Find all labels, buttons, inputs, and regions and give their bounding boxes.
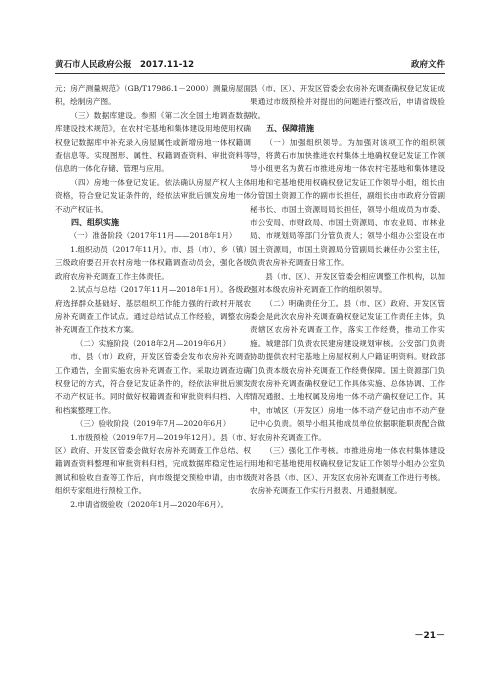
section-title: 政府文件	[410, 60, 445, 70]
paragraph: （三）强化工作考核。市推进房地一体农村集体建设用地和宅基地使用权确权登记发证工作领导小组办公室负责对各县（市、区）、开发区农房补充调查工作进行考核。农房补充调查工作实行月报表、月通报制度。	[250, 445, 445, 496]
section-heading: 四、组织实施	[71, 218, 119, 228]
paragraph: （四）房地一体登记发证。依法确认房屋产权人主体资格，符合登记发证条件的，经依法审批后颁发房地一体不动产权证书。	[55, 177, 251, 214]
paragraph: 元；房产测量规范》（GB/T17986.1－2000）测量房屋面积，绘制房产图。	[55, 84, 251, 107]
paragraph: 县（市、区）、开发区管委会相应调整工作机构，以加强对本级农房补充调查工作的组织领导。	[250, 271, 445, 295]
paragraph: 县（市、区）、开发区管委会农房补充调查确权登记发证成果通过市级预检并对提出的问题进行整改后，申请省级验收。	[250, 84, 445, 120]
left-column	[55, 82, 251, 511]
paragraph: 2.试点与总结（2017年11月—2018年1月）。各级政府选择群众基础好、基层组织工作能力强的行政村开展农房补充调查工作试点。通过总结试点工作经验，调整农房补充调查工作技术方案。	[55, 285, 251, 335]
paragraph: （三）数据库建设。参照《第二次全国土地调查数据库建设技术规范》，在农村宅基地和集体建设用地使用权确权登记数据库中补充录入房屋属性或新增房地一体权籍调查信息等。实现图形、属性、权籍调查资料、审批资料等信息的一体化存储、管理与应用。	[55, 110, 251, 174]
page-number: －21－	[414, 631, 445, 641]
right-column	[250, 82, 445, 498]
paragraph: 2.申请省级验收（2020年1月—2020年6月）。	[70, 499, 229, 509]
paragraph: 1.市级预检（2019年7月—2019年12月）。县（市、区）政府、开发区管委会做好农房补充调查工作总结、权籍调查资料整理和审批资料归档，完成数据库稳定性运行测试和验收自查等工作后，向市级提交预检申请，由市级组织专家组进行预检工作。	[55, 432, 251, 496]
page-header	[55, 58, 445, 72]
stage-heading: （二）实施阶段（2018年2月—2019年6月）	[75, 338, 231, 348]
stage-heading: （一）准备阶段（2017年11月——2018年1月）	[69, 231, 237, 241]
paragraph: 1.组织动员（2017年11月）。市、县（市）、乡（镇）三级政府要召开农村房地一体权籍调查动员会，强化各级政府农房补充调查工作主体责任。	[55, 244, 251, 281]
header-divider	[55, 73, 445, 74]
section-heading: 五、保障措施	[266, 124, 314, 134]
paragraph: （一）加强组织领导。为加强对该项工作的组织领导，将黄石市加快推进农村集体土地确权登记发证工作领导小组更名为黄石市推进房地一体农村宅基地和集体建设用地和宅基地使用权确权登记发证工作领导小组，组长由分管国土资源工作的副市长担任，副组长由市政府分管副秘书长、市国土资源局局长担任，领导小组成员为市委、市公安局、市财政局、市国土资源局、市农业局、市林业局、市规划局等部门分管负责人；领导小组办公室设在市国土资源局，市国土资源局分管副局长兼任办公室主任，负责农房补充调查日常工作。	[250, 137, 445, 268]
paragraph: （二）明确责任分工。县（市、区）政府、开发区管委会是此次农房补充调查确权登记发证工作责任主体，负责辖区农房补充调查工作，落实工作经费，推动工作实施。城建部门负责农民建房建设规划审核。公安部门负责协助提供农村宅基地上房屋权利人户籍证明资料。财政部门负责本级农房补充调查工作经费保障。国土资源部门负责农房补充调查确权登记工作具体实施、总体协调、工作情况通报、土地权属及房地一体不动产确权登记工作。其中，市城区（开发区）房地一体不动产登记由市不动产登记中心负责。领导小组其他成员单位依据职能职责配合做好农房补充调查工作。	[250, 298, 445, 442]
stage-heading: （三）验收阶段（2019年7月—2020年6月）	[75, 419, 231, 429]
paragraph: 市、县（市）政府，开发区管委会发布农房补充调查工作通告，全面实施农房补充调查工作。采取边调查边确权登记的方式，符合登记发证条件的，经依法审批后颁发不动产权证书。同时做好权籍调查和审批资料归档、入库和档案整理工作。	[55, 352, 251, 415]
publication-title: 黄石市人民政府公报 2017.11-12	[55, 60, 195, 70]
